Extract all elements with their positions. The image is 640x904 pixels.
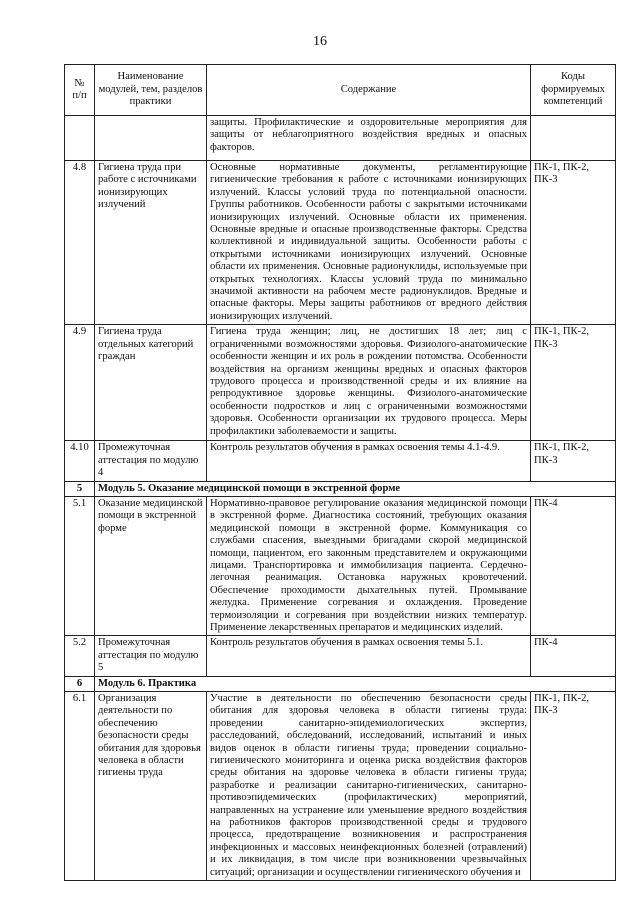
table-row	[65, 692, 616, 881]
row-content: Основные нормативные документы, регламентирующие гигиенические требования к работе с источниками ионизирующих излучений. Классы условий труда по потенциальной опасности. Группы работников. Особенности работы с закрытыми источниками ионизирующих излучений. Основные области их применения. Основные вредные и опасные производственные факторы. Средства коллективной и индивидуальной защиты. Особенности работы с открытыми источниками ионизирующих излучений. Основные области их применения. Основные радионуклиды, используемые при открытых технологиях. Классы условий труда по минимально значимой активности на рабочем месте радионуклидов. Вредные и опасные факторы. Меры защиты работников от вредного действия ионизирующих излучений.	[207, 161, 531, 325]
row-content: Контроль результатов обучения в рамках освоения темы 5.1.	[207, 636, 531, 676]
row-content: Контроль результатов обучения в рамках освоения темы 4.1-4.9.	[207, 441, 531, 481]
row-name: Промежуточная аттестация по модулю 5	[95, 636, 207, 676]
module-row	[65, 676, 616, 691]
header-num: № п/п	[65, 65, 95, 116]
module-title: Модуль 5. Оказание медицинской помощи в экстренной форме	[95, 481, 616, 496]
table-row	[65, 161, 616, 325]
module-num: 5	[65, 481, 95, 496]
row-name: Оказание медицинской помощи в экстренной форме	[95, 496, 207, 635]
table-header-row	[65, 65, 616, 116]
row-codes: ПК-4	[531, 636, 616, 676]
table-row	[65, 325, 616, 441]
row-content: защиты. Профилактические и оздоровительные мероприятия для защиты от неблагоприятного воздействия вредных и опасных факторов.	[207, 116, 531, 161]
module-title: Модуль 6. Практика	[95, 676, 616, 691]
row-content: Участие в деятельности по обеспечению безопасности среды обитания для здоровья человека в области гигиены труда: проведении санитарно-эпидемиологических экспертиз, расследований, обследований, исследований, испытаний и иных видов оценок в области гигиены труда; проведении социально-гигиенического мониторинга и оценка риска воздействия факторов среды обитания на здоровье человека в области гигиены труда; разработке и реализации санитарно-гигиенических, санитарно-противоэпидемических (профилактических) мероприятий, направленных на устранение или уменьшение вредного воздействия на работников факторов производственной среды и трудового процесса, предотвращение возникновения и распространения инфекционных и массовых неинфекционных болезней (отравлений) и их ликвидация, в том числе при возникновении чрезвычайных ситуаций; организации и осуществлении гигиенического обучения и	[207, 692, 531, 881]
curriculum-table	[64, 64, 616, 881]
row-num: 4.9	[65, 325, 95, 441]
row-content: Нормативно-правовое регулирование оказания медицинской помощи в экстренной форме. Диагностика состояний, требующих оказания медицинской помощи в экстренной форме. Коммуникация со службами спасения, выездными бригадами скорой медицинской помощи, пациентом, его законным представителем и окружающими лицами. Транспортировка и иммобилизация пациента. Сердечно-легочная реанимация. Остановка наружных кровотечений. Обеспечение проходимости дыхательных путей. Промывание желудка. Применение согревания и охлаждения. Проведение термоизоляции и согревания при воздействии низких температур. Применение лекарственных препаратов и медицинских изделий.	[207, 496, 531, 635]
header-content: Содержание	[207, 65, 531, 116]
row-codes: ПК-1, ПК-2, ПК-3	[531, 692, 616, 881]
row-num	[65, 116, 95, 161]
row-num: 5.1	[65, 496, 95, 635]
row-codes: ПК-1, ПК-2, ПК-3	[531, 161, 616, 325]
row-content: Гигиена труда женщин; лиц, не достигших 18 лет; лиц с ограниченными возможностями здоровья. Физиолого-анатомические особенности женщин и их роль в рождении потомства. Особенности воздействия на организм женщины вредных и опасных факторов трудового процесса и производственной среды и их влияние на репродуктивное здоровье женщины. Физиолого-анатомические особенности подростков и лиц с ограниченными возможностями здоровья. Особенности организации их трудового процесса. Меры профилактики заболеваемости и защиты.	[207, 325, 531, 441]
row-name: Организация деятельности по обеспечению безопасности среды обитания для здоровья человека в области гигиены труда	[95, 692, 207, 881]
row-name	[95, 116, 207, 161]
table-row	[65, 636, 616, 676]
row-codes: ПК-4	[531, 496, 616, 635]
row-num: 4.8	[65, 161, 95, 325]
table-row	[65, 441, 616, 481]
row-name: Промежуточная аттестация по модулю 4	[95, 441, 207, 481]
table-row	[65, 496, 616, 635]
row-codes: ПК-1, ПК-2, ПК-3	[531, 441, 616, 481]
row-name: Гигиена труда при работе с источниками ионизирующих излучений	[95, 161, 207, 325]
row-codes: ПК-1, ПК-2, ПК-3	[531, 325, 616, 441]
row-num: 4.10	[65, 441, 95, 481]
header-name: Наименование модулей, тем, разделов практики	[95, 65, 207, 116]
module-row	[65, 481, 616, 496]
row-name: Гигиена труда отдельных категорий граждан	[95, 325, 207, 441]
page-number: 16	[313, 34, 327, 49]
row-codes	[531, 116, 616, 161]
row-num: 6.1	[65, 692, 95, 881]
header-codes: Коды формируемых компетенций	[531, 65, 616, 116]
row-num: 5.2	[65, 636, 95, 676]
module-num: 6	[65, 676, 95, 691]
table-row	[65, 116, 616, 161]
